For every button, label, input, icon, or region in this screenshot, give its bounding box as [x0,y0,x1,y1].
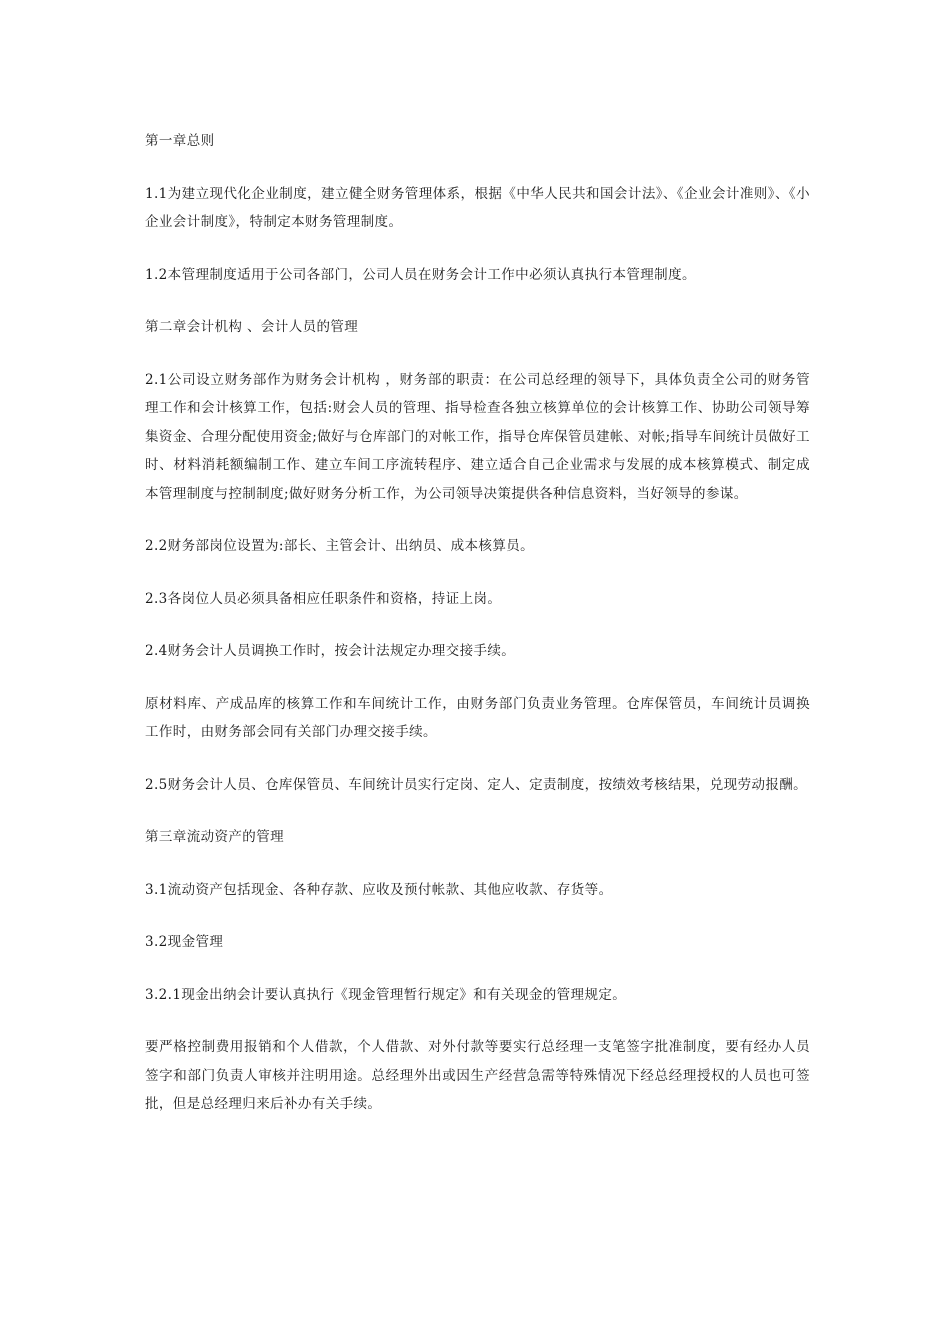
section-2-5: 2.5财务会计人员、仓库保管员、车间统计员实行定岗、定人、定责制度，按绩效考核结果，兑现劳动报酬。 [145,776,808,793]
paragraph-expense-control: 要严格控制费用报销和个人借款，个人借款、对外付款等要实行总经理一支笔签字批准制度，要有经办人员签字和部门负责人审核并注明用途。总经理外出或因生产经营急需等特殊情况下经总经理授权的人员也可签批，但是总经理归来后补办有关手续。 [145,1039,810,1112]
section-2-2: 2.2财务部岗位设置为:部长、主管会计、出纳员、成本核算员。 [145,538,535,554]
chapter-2-heading: 第二章会计机构 、会计人员的管理 [145,319,359,335]
section-3-2-1: 3.2.1现金出纳会计要认真执行《现金管理暂行规定》和有关现金的管理规定。 [145,986,627,1003]
chapter-1-heading: 第一章总则 [145,133,215,149]
section-2-1: 2.1公司设立财务部作为财务会计机构 ，财务部的职责：在公司总经理的领导下，具体负责全公司的财务管理工作和会计核算工作，包括:财会人员的管理、指导检查各独立核算单位的会计核算工作、协助公司领导筹集资金、合理分配使用资金;做好与仓库部门的对帐工作，指导仓库保管员建帐、对帐;指导车间统计员做好工时、材料消耗额编制工作、建立车间工序流转程序、建立适合自己企业需求与发展的成本核算模式、制定成本管理制度与控制制度;做好财务分析工作，为公司领导决策提供各种信息资料，当好领导的参谋。 [145,371,810,502]
document-body [145,127,810,1143]
section-3-2: 3.2现金管理 [145,934,224,950]
section-2-4: 2.4财务会计人员调换工作时，按会计法规定办理交接手续。 [145,643,516,659]
section-3-1: 3.1流动资产包括现金、各种存款、应收及预付帐款、其他应收款、存货等。 [145,881,613,898]
section-1-2: 1.2本管理制度适用于公司各部门，公司人员在财务会计工作中必须认真执行本管理制度。 [145,266,696,283]
paragraph-warehouse: 原材料库、产成品库的核算工作和车间统计工作，由财务部门负责业务管理。仓库保管员，车间统计员调换工作时，由财务部会同有关部门办理交接手续。 [145,695,810,740]
chapter-3-heading: 第三章流动资产的管理 [145,829,284,845]
section-1-1: 1.1为建立现代化企业制度，建立健全财务管理体系，根据《中华人民共和国会计法》、《企业会计准则》、《小企业会计制度》，特制定本财务管理制度。 [145,185,810,230]
section-2-3: 2.3各岗位人员必须具备相应任职条件和资格，持证上岗。 [145,590,502,607]
